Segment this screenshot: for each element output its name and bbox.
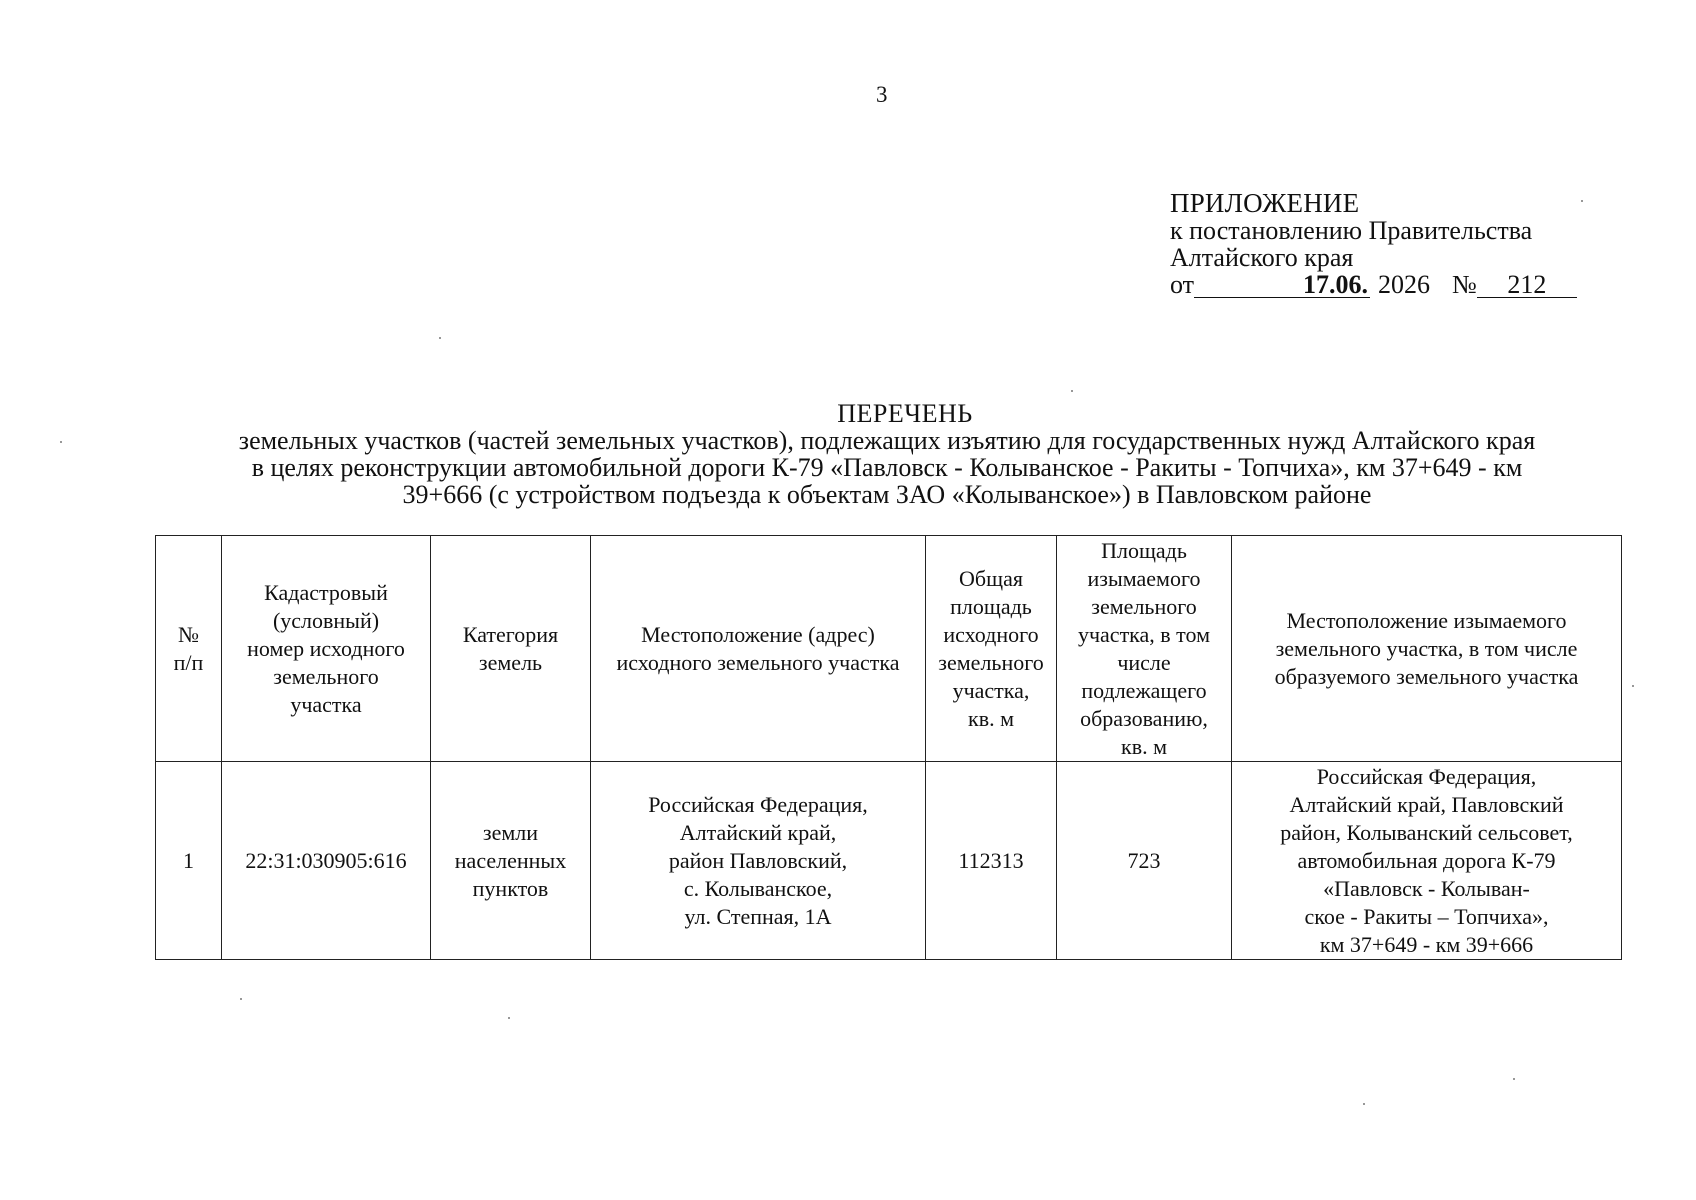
header-cadastral-number-line: номер исходного	[247, 635, 405, 661]
cell-seized-location-line: район, Колыванский сельсовет,	[1280, 819, 1573, 845]
table-header-row	[156, 536, 1622, 762]
header-seized-area-line: образованию,	[1080, 705, 1208, 731]
header-total-area-line: участка,	[952, 677, 1030, 703]
header-number-line: п/п	[173, 649, 204, 675]
header-total-area-line: земельного	[938, 649, 1044, 675]
header-cadastral-number-line: (условный)	[272, 607, 380, 633]
header-seized-area-line: числе	[1117, 649, 1171, 675]
cell-source-location	[591, 762, 926, 960]
cell-land-category-line: населенных	[454, 847, 567, 873]
appendix-title: ПРИЛОЖЕНИЕ	[1170, 188, 1360, 218]
cell-source-location-line: район Павловский,	[668, 847, 848, 873]
cell-source-location-line: ул. Степная, 1А	[684, 903, 832, 929]
cell-source-location-line: Алтайский край,	[679, 819, 837, 845]
cell-seized-location	[1232, 762, 1622, 960]
header-seized-location-line: земельного участка, в том числе	[1275, 635, 1578, 661]
number-prefix: №	[1452, 270, 1477, 299]
document-heading: ПЕРЕЧЕНЬ	[837, 399, 973, 428]
header-seized-area-line: кв. м	[1121, 733, 1167, 759]
header-number-line: №	[178, 621, 199, 647]
header-land-category	[431, 536, 591, 762]
appendix-line-1: к постановлению Правительства	[1170, 216, 1533, 245]
cell-total-area: 112313	[926, 762, 1057, 960]
cell-land-category	[431, 762, 591, 960]
header-seized-area-line: изымаемого	[1087, 565, 1201, 591]
header-cadastral-number-line: Кадастровый	[264, 579, 388, 605]
scan-speck	[508, 1017, 510, 1019]
header-number	[156, 536, 222, 762]
cell-cadastral-number: 22:31:030905:616	[222, 762, 431, 960]
header-cadastral-number-line: участка	[290, 691, 362, 717]
scan-speck	[1632, 685, 1634, 687]
appendix-block	[1170, 190, 1577, 298]
cell-seized-location-line: км 37+649 - км 39+666	[1319, 931, 1534, 957]
cell-source-location-line: Российская Федерация,	[648, 791, 868, 817]
scan-speck	[60, 441, 62, 443]
scan-speck	[1071, 390, 1073, 392]
header-seized-area-line: земельного	[1091, 593, 1197, 619]
header-seized-area	[1057, 536, 1232, 762]
header-seized-area-line: подлежащего	[1081, 677, 1207, 703]
header-cadastral-number-line: земельного	[273, 663, 379, 689]
date-prefix: от	[1170, 270, 1195, 299]
header-seized-location-line: образуемого земельного участка	[1274, 663, 1579, 689]
parcels-table	[155, 535, 1622, 960]
scan-speck	[439, 337, 441, 339]
header-total-area-line: исходного	[943, 621, 1039, 647]
header-seized-area-line: участка, в том	[1077, 621, 1211, 647]
cell-number: 1	[156, 762, 222, 960]
cell-seized-area: 723	[1057, 762, 1232, 960]
cell-seized-location-line: ское - Ракиты – Топчиха»,	[1304, 903, 1549, 929]
header-seized-location	[1232, 536, 1622, 762]
document-subtitle-line-1: земельных участков (частей земельных участков), подлежащих изъятию для государственных нужд Алтайского края	[238, 426, 1536, 455]
cell-seized-location-line: «Павловск - Колыван-	[1323, 875, 1530, 901]
document-title-block	[150, 400, 1624, 508]
date-value: 17.06.	[1194, 273, 1370, 298]
cell-seized-location-line: Российская Федерация,	[1316, 763, 1537, 789]
header-seized-area-line: Площадь	[1101, 537, 1187, 563]
header-land-category-line: Категория	[462, 621, 559, 647]
appendix-line-2: Алтайского края	[1170, 243, 1354, 272]
header-source-location	[591, 536, 926, 762]
appendix-date-line	[1170, 271, 1577, 298]
cell-land-category-line: земли	[482, 819, 539, 845]
header-seized-location-line: Местоположение изымаемого	[1286, 607, 1567, 633]
scan-speck	[1363, 1103, 1365, 1105]
header-total-area-line: кв. м	[968, 705, 1014, 731]
header-cadastral-number	[222, 536, 431, 762]
header-total-area-line: Общая	[959, 565, 1023, 591]
scan-speck	[1581, 200, 1583, 202]
document-subtitle-line-2: в целях реконструкции автомобильной дороги К-79 «Павловск - Колыванское - Ракиты - Топчиха», км 37+649 - км	[251, 453, 1523, 482]
header-total-area	[926, 536, 1057, 762]
header-total-area-line: площадь	[950, 593, 1032, 619]
document-subtitle-line-3: 39+666 (с устройством подъезда к объектам ЗАО «Колыванское») в Павловском районе	[402, 480, 1372, 509]
page-number: 3	[876, 82, 888, 107]
header-source-location-line: Местоположение (адрес)	[641, 621, 875, 647]
year: 2026	[1378, 270, 1431, 299]
cell-land-category-line: пунктов	[472, 875, 549, 901]
scan-speck	[240, 998, 242, 1000]
number-value: 212	[1477, 273, 1577, 298]
cell-seized-location-line: автомобильная дорога К-79	[1297, 847, 1556, 873]
header-land-category-line: земель	[478, 649, 543, 675]
scan-speck	[1513, 1078, 1515, 1080]
cell-seized-location-line: Алтайский край, Павловский	[1289, 791, 1564, 817]
table-row	[156, 762, 1622, 960]
cell-source-location-line: с. Колыванское,	[683, 875, 833, 901]
header-source-location-line: исходного земельного участка	[616, 649, 900, 675]
